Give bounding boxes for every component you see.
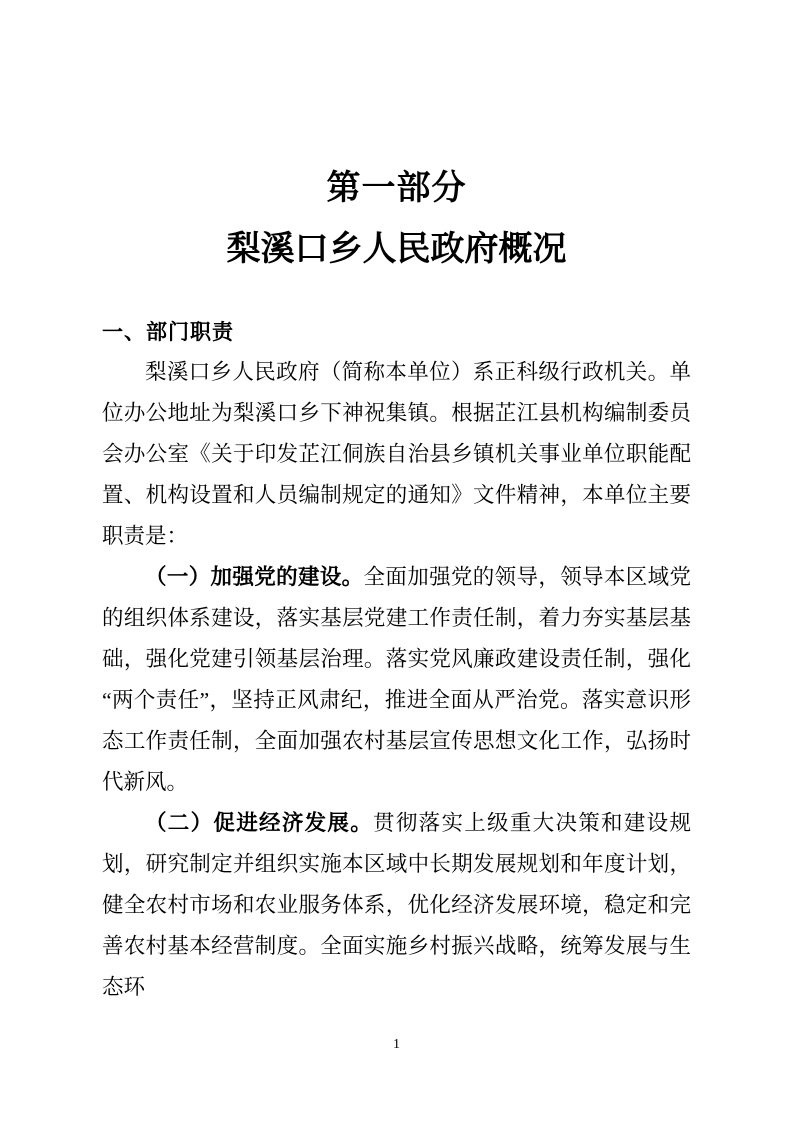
paragraph-duty-2 bbox=[102, 803, 691, 1008]
document-body bbox=[0, 321, 793, 1008]
paragraph-duty-1-lead: （一）加强党的建设。 bbox=[145, 565, 364, 589]
page-number: 1 bbox=[393, 1037, 400, 1052]
paragraph-duty-1-text: 全面加强党的领导，领导本区域党的组织体系建设，落实基层党建工作责任制，着力夯实基层基础，强化党建引领基层治理。落实党风廉政建设责任制，强化“两个责任”，坚持正风肃纪，推进全面从严治党。落实意识形态工作责任制，全面加强农村基层宣传思想文化工作，弘扬时代新风。 bbox=[102, 565, 691, 794]
paragraph-duty-1 bbox=[102, 557, 691, 803]
paragraph-duty-2-lead: （二）促进经济发展。 bbox=[145, 811, 374, 835]
body-text-block bbox=[102, 352, 691, 1008]
document-title: 梨溪口乡人民政府概况 bbox=[226, 231, 567, 268]
paragraph-intro bbox=[102, 352, 691, 557]
paragraph-intro-text: 梨溪口乡人民政府（简称本单位）系正科级行政机关。单位办公地址为梨溪口乡下神祝集镇。根据芷江县机构编制委员会办公室《关于印发芷江侗族自治县乡镇机关事业单位职能配置、机构设置和人员编制规定的通知》文件精神，本单位主要职责是： bbox=[102, 360, 691, 548]
paragraph-duty-2-text: 贯彻落实上级重大决策和建设规划，研究制定并组织实施本区域中长期发展规划和年度计划，健全农村市场和农业服务体系，优化经济发展环境，稳定和完善农村基本经营制度。全面实施乡村振兴战略，统筹发展与生态环 bbox=[102, 811, 691, 999]
section-heading-duties: 一、部门职责 bbox=[102, 321, 234, 344]
part-title: 第一部分 bbox=[326, 170, 467, 207]
